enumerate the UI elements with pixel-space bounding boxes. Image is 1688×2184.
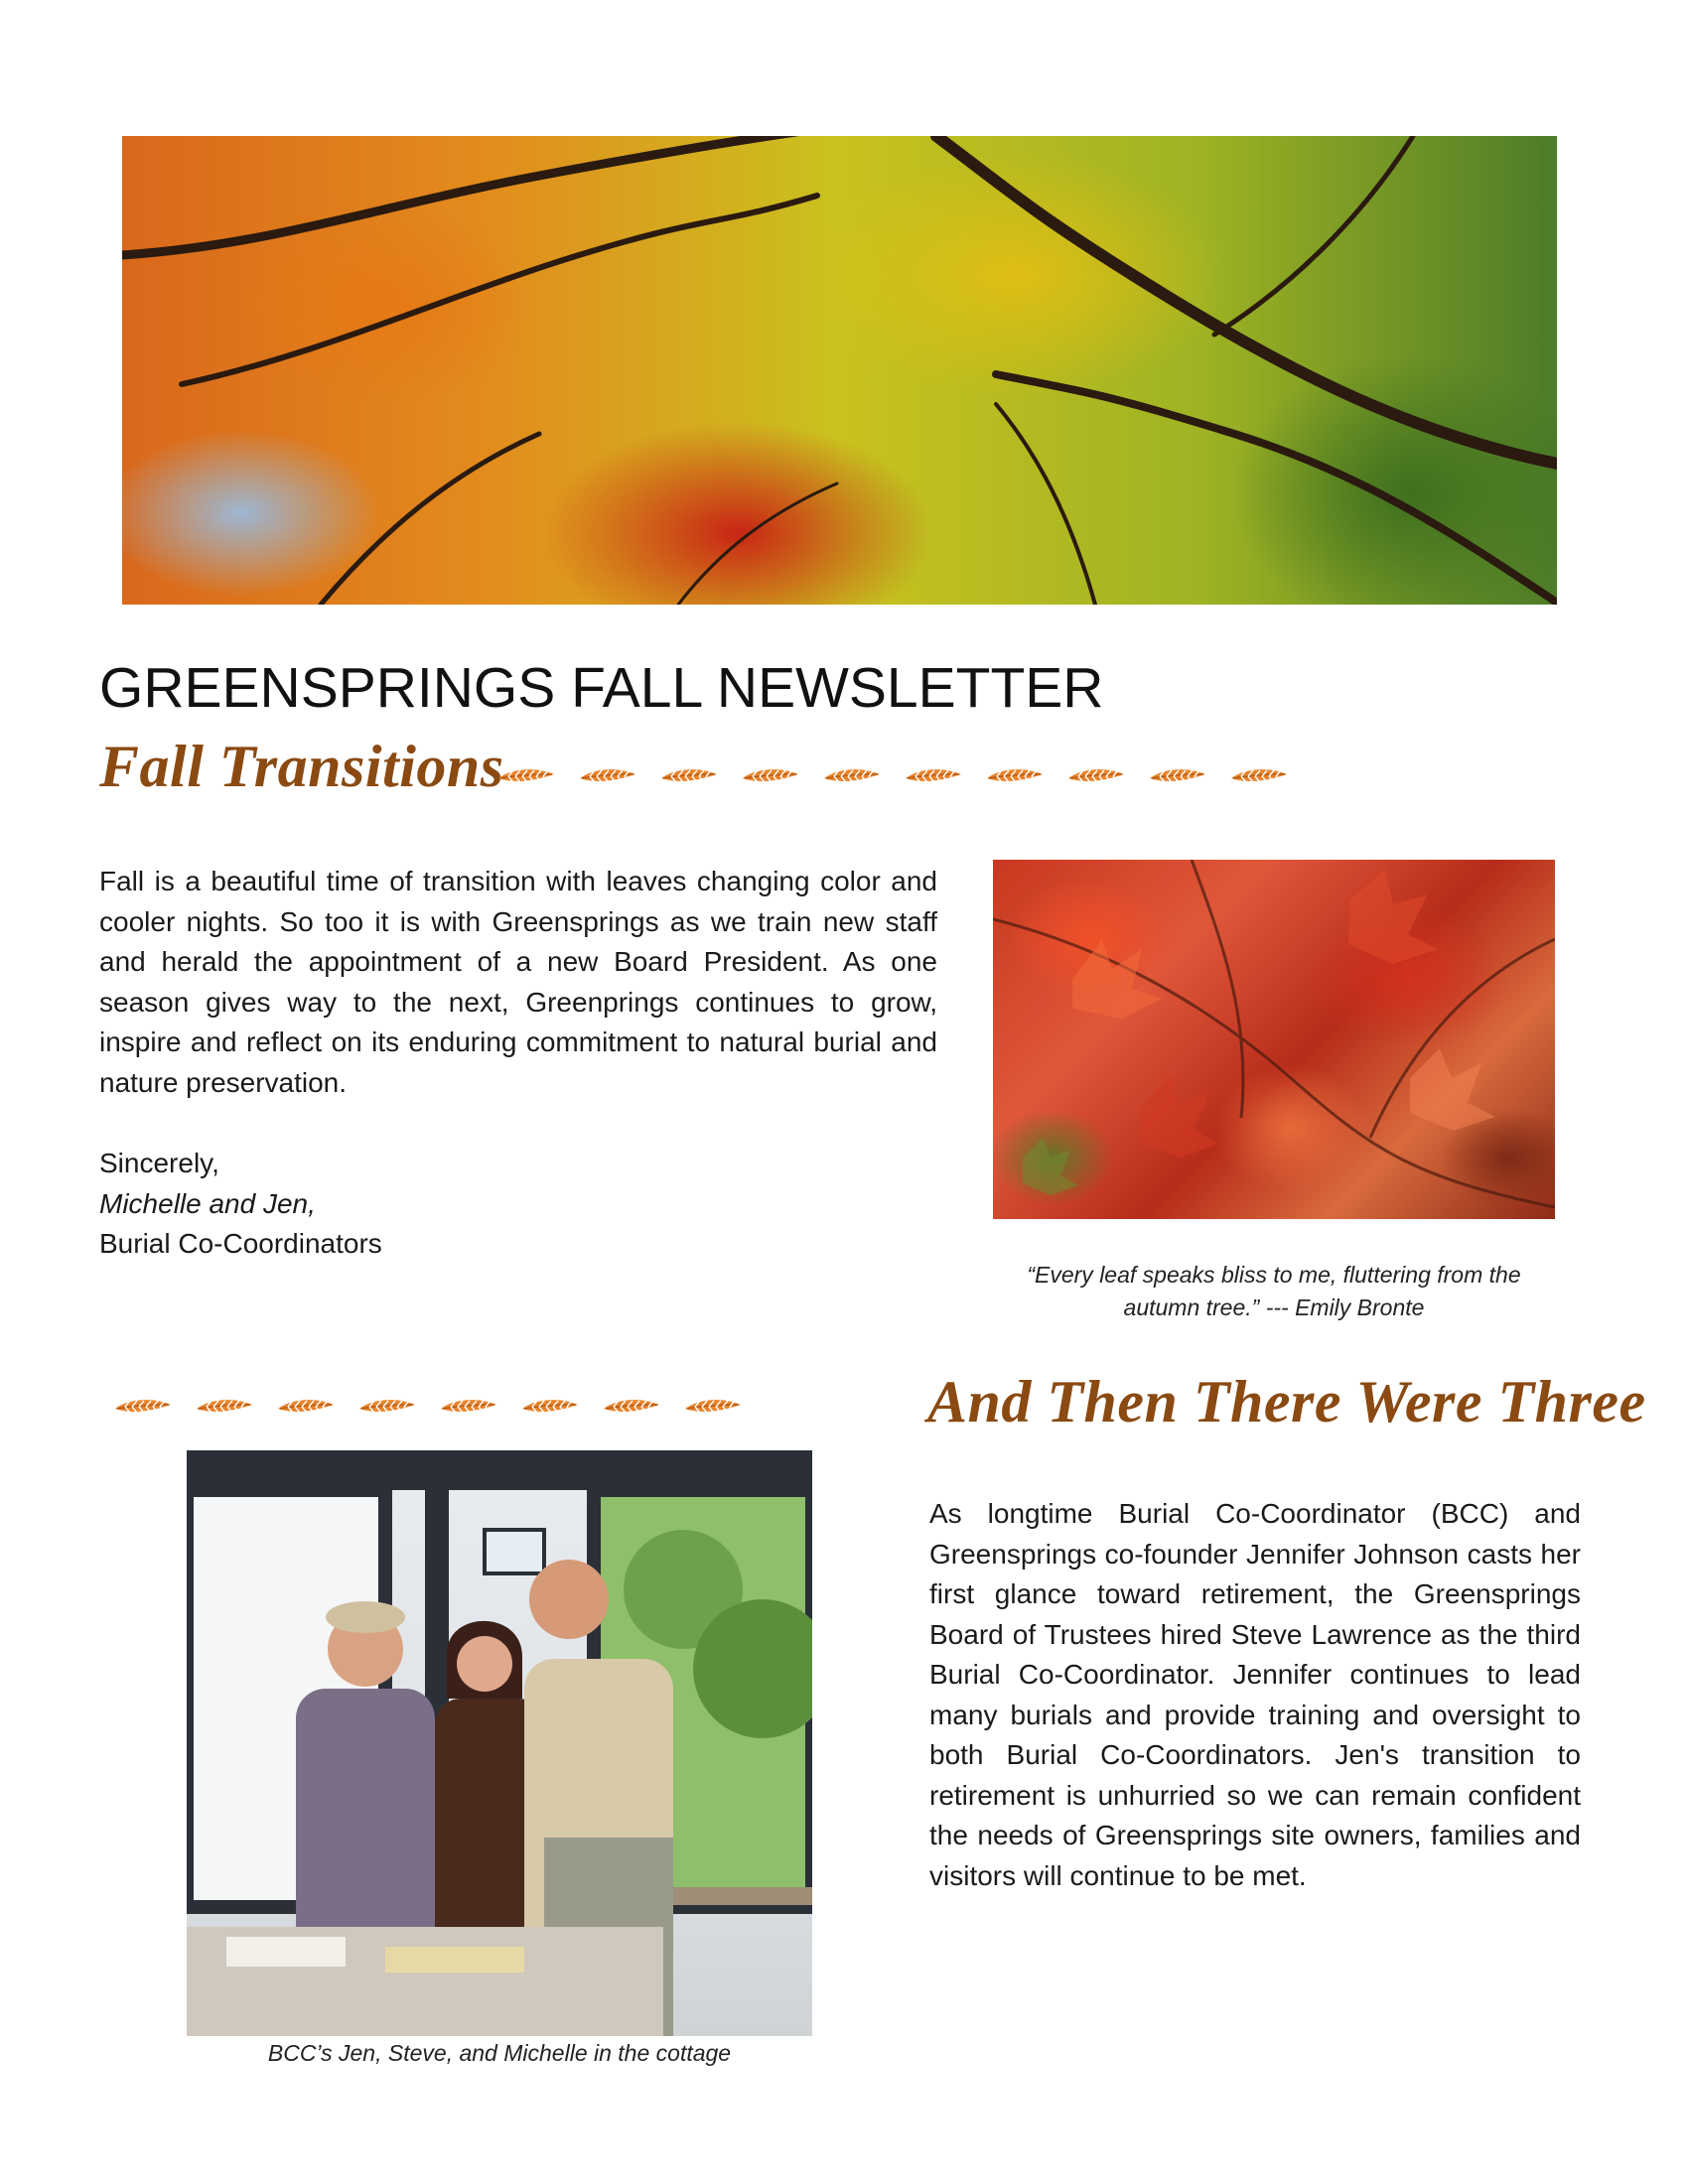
signoff-names: Michelle and Jen, xyxy=(99,1187,316,1219)
leaf-sprig-icon xyxy=(1066,764,1126,788)
newsletter-title: GREENSPRINGS FALL NEWSLETTER xyxy=(99,656,1104,720)
signoff-title: Burial Co-Coordinators xyxy=(99,1228,382,1259)
leaf-sprig-icon xyxy=(602,1395,661,1419)
leaf-sprig-icon xyxy=(276,1395,336,1419)
leaf-sprig-icon xyxy=(439,1395,498,1419)
fall-transitions-heading: Fall Transitions xyxy=(99,734,504,799)
leaf-garland-top xyxy=(496,764,1289,788)
leaf-sprig-icon xyxy=(496,764,556,788)
signoff xyxy=(99,1144,382,1265)
leaf-garland-bottom xyxy=(113,1395,743,1419)
leaf-sprig-icon xyxy=(985,764,1045,788)
leaf-sprig-icon xyxy=(904,764,963,788)
three-paragraph: As longtime Burial Co-Coordinator (BCC) and Greensprings co-founder Jennifer Johnson casts her first glance toward retirement, the Greensprings Board of Trustees hired Steve Lawrence as the third Burial Co-Coordinator. Jennifer continues to lead many burials and provide training and oversight to both Burial Co-Coordinators. Jen's transition to retirement is unhurried so we can remain confident the needs of Greensprings site owners, families and visitors will continue to be met. xyxy=(929,1498,1581,1891)
coordinators-photo xyxy=(187,1450,812,2036)
leaf-sprig-icon xyxy=(659,764,719,788)
leaf-quote: “Every leaf speaks bliss to me, fluttering from the autumn tree.” --- Emily Bronte xyxy=(1027,1262,1521,1320)
leaf-sprig-icon xyxy=(113,1395,173,1419)
signoff-closing: Sincerely, xyxy=(99,1148,219,1178)
leaf-sprig-icon xyxy=(520,1395,580,1419)
intro-paragraph: Fall is a beautiful time of transition with leaves changing color and cooler nights. So too it is with Greensprings as we train new staff and herald the appointment of a new Board President. As one season gives way to the next, Greenprings continues to grow, inspire and reflect on its enduring commitment to natural burial and nature preservation. xyxy=(99,866,937,1098)
leaf-sprig-icon xyxy=(578,764,637,788)
autumn-leaves-photo xyxy=(993,860,1555,1219)
leaf-sprig-icon xyxy=(1229,764,1289,788)
leaf-sprig-icon xyxy=(741,764,800,788)
photo-caption: BCC’s Jen, Steve, and Michelle in the cottage xyxy=(267,2040,732,2066)
leaf-sprig-icon xyxy=(1148,764,1207,788)
leaf-sprig-icon xyxy=(822,764,882,788)
leaf-sprig-icon xyxy=(195,1395,254,1419)
leaf-sprig-icon xyxy=(357,1395,417,1419)
leaf-sprig-icon xyxy=(683,1395,743,1419)
banner-canopy-photo xyxy=(122,136,1557,605)
three-heading: And Then There Were Three xyxy=(927,1369,1646,1434)
